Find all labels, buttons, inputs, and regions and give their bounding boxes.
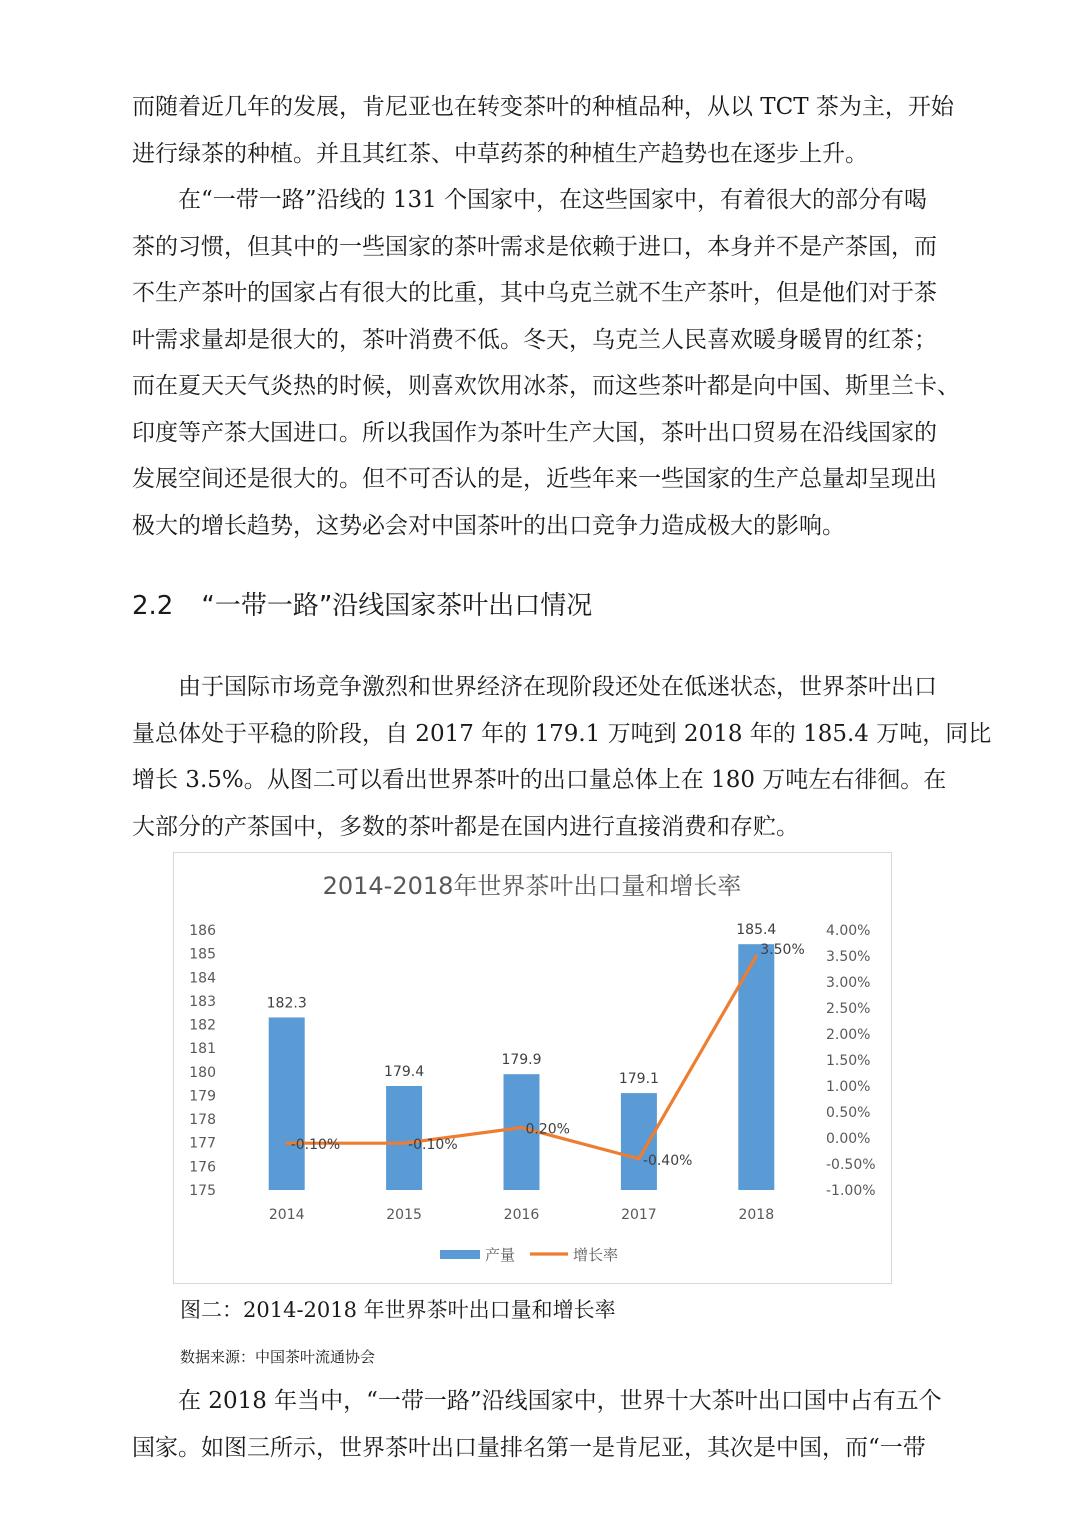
- bar-data-label: 179.9: [501, 1052, 542, 1069]
- text-line: 在 2018 年当中，“一带一路”沿线国家中，世界十大茶叶出口国中占有五个: [178, 1388, 942, 1414]
- text-line: 增长 3.5%。从图二可以看出世界茶叶的出口量总体上在 180 万吨左右徘徊。在: [132, 767, 947, 793]
- growth-rate-point-2015: [403, 1142, 406, 1145]
- y-right-tick-label: 2.00%: [826, 1027, 871, 1043]
- y-right-tick-label: 1.00%: [826, 1079, 871, 1095]
- y-left-tick-label: 180: [189, 1064, 216, 1081]
- x-tick-label: 2018: [738, 1207, 775, 1223]
- y-left-tick-label: 175: [189, 1183, 216, 1199]
- bar-data-label: 179.1: [618, 1071, 659, 1088]
- line-data-label: 0.20%: [525, 1121, 570, 1138]
- y-right-tick-label: 3.50%: [826, 949, 871, 965]
- bar-2017: [621, 1093, 657, 1190]
- y-left-tick-label: 182: [189, 1017, 216, 1034]
- bar-data-label: 182.3: [266, 995, 307, 1012]
- paragraph-2018-exporters: [132, 1378, 958, 1471]
- text-line: 而在夏天天气炎热的时候，则喜欢饮用冰茶，而这些茶叶都是向中国、斯里兰卡、: [132, 373, 960, 399]
- text-line: 发展空间还是很大的。但不可否认的是，近些年来一些国家的生产总量却呈现出: [132, 466, 937, 492]
- y-left-tick-label: 181: [189, 1041, 216, 1058]
- text-line: 印度等产茶大国进口。所以我国作为茶叶生产大国，茶叶出口贸易在沿线国家的: [132, 419, 937, 446]
- bar-data-label: 185.4: [736, 922, 777, 939]
- section-heading: [132, 585, 592, 622]
- y-left-tick-label: 177: [189, 1135, 216, 1152]
- y-right-tick-label: 0.50%: [826, 1105, 871, 1121]
- growth-rate-point-2014: [285, 1142, 288, 1145]
- y-left-tick-label: 184: [189, 970, 216, 987]
- x-tick-label: 2017: [621, 1207, 657, 1223]
- x-tick-label: 2015: [386, 1207, 422, 1223]
- y-right-tick-label: 3.00%: [826, 975, 871, 991]
- section-title: “一带一路”沿线国家茶叶出口情况: [201, 591, 593, 621]
- line-data-label: 3.50%: [760, 942, 805, 958]
- figure-source: 数据来源：中国茶叶流通协会: [180, 1348, 376, 1366]
- line-data-label: -0.10%: [290, 1137, 341, 1154]
- y-right-tick-label: 2.50%: [826, 1001, 871, 1017]
- x-tick-label: 2014: [268, 1207, 305, 1223]
- y-right-tick-label: -1.00%: [826, 1183, 876, 1199]
- text-line: 在“一带一路”沿线的 131 个国家中，在这些国家中，有着很大的部分有喝: [178, 187, 928, 213]
- text-line: 不生产茶叶的国家占有很大的比重，其中乌克兰就不生产茶叶，但是他们对于茶: [132, 280, 937, 306]
- text-line: 大部分的产茶国中，多数的茶叶都是在国内进行直接消费和存贮。: [132, 813, 799, 840]
- legend-label-line: 增长率: [573, 1246, 619, 1264]
- text-line: 量总体处于平稳的阶段，自 2017 年的 179.1 万吨到 2018 年的 185.4 万吨，同比: [132, 720, 992, 747]
- text-line: 而随着近几年的发展，肯尼亚也在转变茶叶的种植品种，从以 TCT 茶为主，开始: [132, 94, 954, 120]
- y-right-tick-label: -0.50%: [826, 1157, 876, 1173]
- figure-caption: 图二：2014-2018 年世界茶叶出口量和增长率: [180, 1298, 616, 1322]
- growth-rate-point-2018: [755, 955, 758, 958]
- text-line: 由于国际市场竞争激烈和世界经济在现阶段还处在低迷状态，世界茶叶出口: [178, 674, 937, 700]
- legend-label-bar: 产量: [485, 1246, 516, 1264]
- y-right-tick-label: 4.00%: [826, 923, 871, 939]
- chart-figure: [173, 852, 892, 1284]
- bar-2014: [269, 1017, 305, 1190]
- text-line: 茶的习惯，但其中的一些国家的茶叶需求是依赖于进口，本身并不是产茶国，而: [132, 233, 937, 260]
- text-line: 进行绿茶的种植。并且其红茶、中草药茶的种植生产趋势也在逐步上升。: [132, 140, 868, 167]
- line-data-label: -0.10%: [408, 1137, 458, 1154]
- y-right-tick-label: 1.50%: [826, 1053, 871, 1069]
- y-left-tick-label: 179: [189, 1088, 216, 1105]
- legend-swatch-bar: [440, 1250, 480, 1259]
- text-line: 极大的增长趋势，这势必会对中国茶叶的出口竞争力造成极大的影响。: [132, 512, 845, 539]
- growth-rate-point-2017: [637, 1157, 640, 1160]
- section-number: 2.2: [132, 591, 174, 621]
- y-left-tick-label: 186: [189, 923, 216, 939]
- bar-data-label: 179.4: [384, 1064, 425, 1080]
- y-right-tick-label: 0.00%: [826, 1131, 871, 1147]
- paragraph-belt-road-demand: [132, 177, 958, 549]
- x-tick-label: 2016: [503, 1207, 540, 1223]
- y-left-tick-label: 178: [189, 1112, 216, 1129]
- line-data-label: -0.40%: [642, 1152, 693, 1169]
- y-left-tick-label: 176: [189, 1159, 216, 1176]
- chart-title: 2014-2018年世界茶叶出口量和增长率: [322, 872, 742, 900]
- growth-rate-point-2016: [520, 1126, 523, 1129]
- text-line: 国家。如图三所示，世界茶叶出口量排名第一是肯尼亚，其次是中国，而“一带: [132, 1434, 926, 1461]
- bar-2018: [738, 944, 774, 1190]
- paragraph-world-export: [132, 664, 992, 850]
- y-left-tick-label: 185: [189, 946, 216, 963]
- paragraph-kenya-green-tea: [132, 84, 958, 177]
- combo-chart: [174, 853, 891, 1283]
- text-line: 叶需求量却是很大的，茶叶消费不低。冬天，乌克兰人民喜欢暖身暖胃的红茶；: [132, 326, 937, 353]
- y-left-tick-label: 183: [189, 993, 216, 1010]
